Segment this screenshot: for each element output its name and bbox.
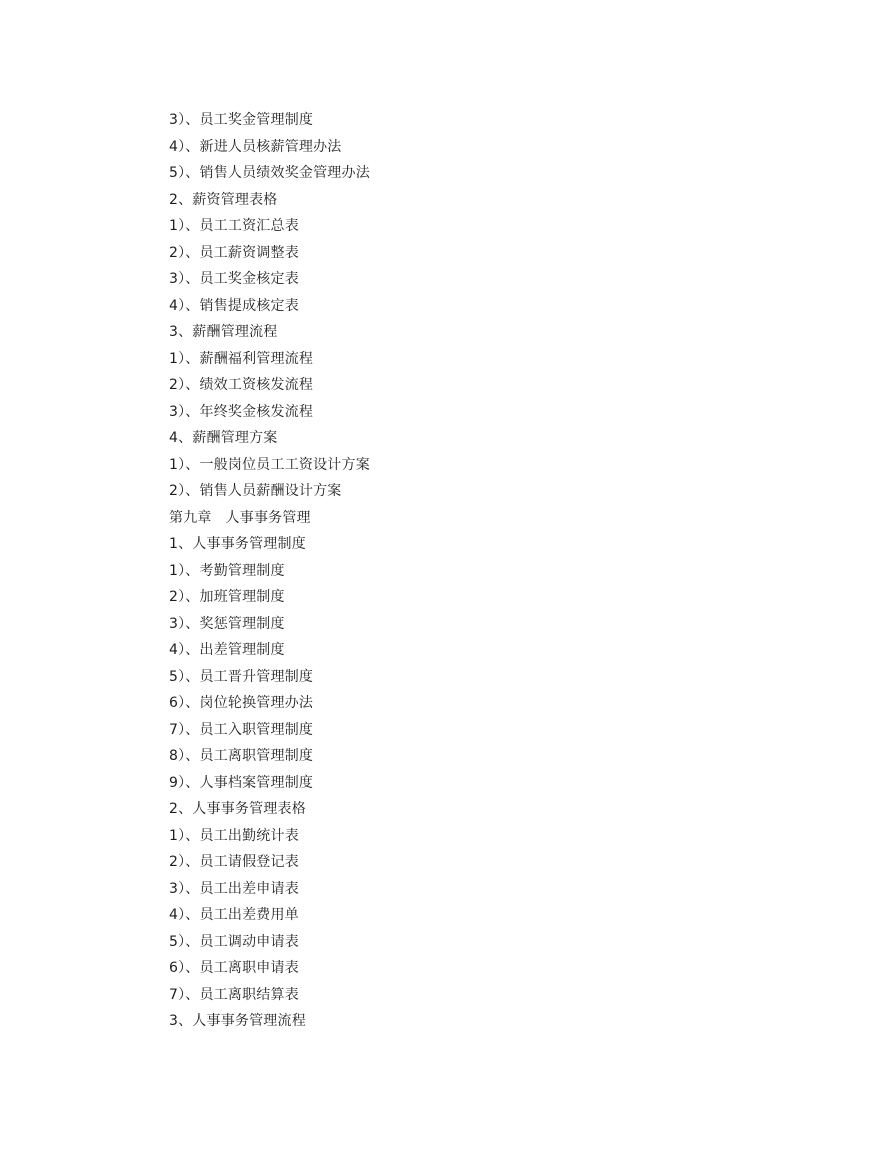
- document-line: 4）、销售提成核定表: [169, 297, 299, 314]
- document-line: 3）、员工出差申请表: [169, 880, 299, 897]
- document-line: 2）、加班管理制度: [169, 589, 285, 605]
- document-line: 1）、考勤管理制度: [169, 562, 285, 579]
- document-line: 2）、绩效工资核发流程: [169, 377, 314, 393]
- document-line: 4）、新进人员核薪管理办法: [169, 138, 342, 155]
- document-line: 2、薪资管理表格: [169, 191, 278, 208]
- document-line: 9）、人事档案管理制度: [169, 774, 314, 791]
- document-line: 6）、岗位轮换管理办法: [169, 695, 314, 711]
- document-text-list: [169, 107, 370, 1035]
- document-line: 1）、薪酬福利管理流程: [169, 350, 314, 367]
- document-line: 3）、奖惩管理制度: [169, 615, 285, 632]
- document-line: 2）、销售人员薪酬设计方案: [169, 483, 342, 499]
- document-line: 3、薪酬管理流程: [169, 324, 278, 340]
- document-line: 2、人事事务管理表格: [169, 801, 306, 817]
- document-line: 6）、员工离职申请表: [169, 960, 299, 976]
- document-line: 2）、员工请假登记表: [169, 854, 299, 870]
- document-line: 3）、员工奖金管理制度: [169, 112, 314, 128]
- document-line: 第九章 人事事务管理: [169, 509, 311, 526]
- document-line: 3）、年终奖金核发流程: [169, 403, 314, 420]
- document-line: 5）、员工晋升管理制度: [169, 668, 314, 685]
- document-line: 4、薪酬管理方案: [169, 430, 278, 446]
- document-line: 1）、员工出勤统计表: [169, 827, 299, 844]
- document-line: 5）、员工调动申请表: [169, 933, 299, 950]
- document-line: 3、人事事务管理流程: [169, 1013, 306, 1029]
- document-line: 8）、员工离职管理制度: [169, 748, 314, 764]
- document-line: 3）、员工奖金核定表: [169, 271, 299, 287]
- document-line: 1、人事事务管理制度: [169, 536, 306, 552]
- document-line: 4）、出差管理制度: [169, 642, 285, 658]
- document-line: 4）、员工出差费用单: [169, 907, 299, 923]
- document-line: 1）、员工工资汇总表: [169, 218, 299, 234]
- document-line: 7）、员工入职管理制度: [169, 721, 314, 738]
- document-line: 2）、员工薪资调整表: [169, 244, 299, 261]
- document-line: 5）、销售人员绩效奖金管理办法: [169, 165, 370, 181]
- document-line: 1）、一般岗位员工工资设计方案: [169, 456, 370, 473]
- document-line: 7）、员工离职结算表: [169, 986, 299, 1003]
